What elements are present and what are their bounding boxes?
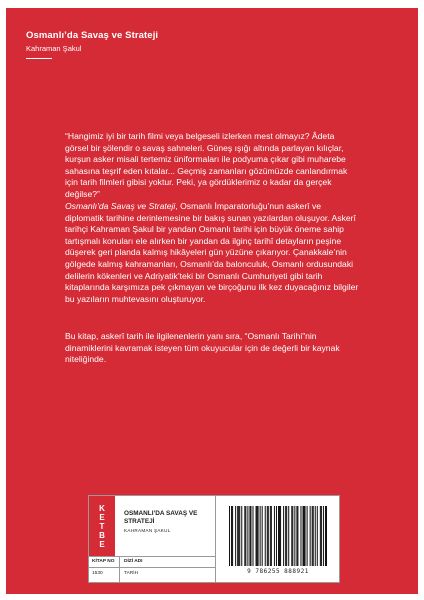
grid-divider xyxy=(89,567,215,568)
barcode-bar xyxy=(288,506,289,566)
barcode-bar xyxy=(256,506,257,566)
barcode-bar xyxy=(312,506,313,566)
barcode-bar xyxy=(260,506,261,566)
series-name-value: TARİH xyxy=(124,571,139,576)
barcode-bar xyxy=(321,506,322,566)
barcode-bar xyxy=(317,506,318,566)
title-divider xyxy=(26,58,52,59)
barcode-bar xyxy=(283,506,284,566)
barcode-bar xyxy=(294,506,295,566)
barcode-bar xyxy=(325,506,326,566)
logo-letter: E xyxy=(99,539,105,549)
barcode-bar xyxy=(247,506,248,566)
barcode-bar xyxy=(229,506,230,566)
barcode-bar xyxy=(313,506,314,566)
logo-letter: T xyxy=(99,521,105,531)
barcode-bar xyxy=(245,506,246,566)
barcode-bar xyxy=(323,506,324,566)
barcode-bar xyxy=(257,506,258,566)
blurb-quote: “Hangimiz iyi bir tarih filmi veya belgeseli izlerken mest olmayız? Âdeta görsel bir şölendir o savaş sahneleri. Güneş ışığı altında parlayan kılıçlar, kurşun asker misali tertemiz üniformaları ile podyuma çıkar gibi muharebe sahasına teşrif eden kıtalar... Geçmiş zamanları gözümüzde canlandırmak için tarih filmleri gibisi yoktur. Peki, ya gördüklerimiz o kadar da gerçek değilse?” xyxy=(65,131,348,199)
barcode-bar xyxy=(315,506,316,566)
logo-letter: K xyxy=(99,503,105,513)
inline-book-title: Osmanlı’da Savaş ve Strateji xyxy=(65,201,176,211)
barcode-bar xyxy=(237,506,238,566)
barcode-bar xyxy=(235,506,236,566)
barcode-bar xyxy=(267,506,268,566)
series-name-header: DİZİ ADI xyxy=(124,559,143,564)
barcode-bar xyxy=(279,506,280,566)
barcode-bar xyxy=(232,506,233,566)
barcode-bar xyxy=(274,506,275,566)
book-number-header: KİTAP NO xyxy=(92,559,115,564)
book-author: Kahraman Şakul xyxy=(26,44,82,53)
book-number-value: 1530 xyxy=(92,571,103,576)
barcode-bar xyxy=(304,506,305,566)
barcode-bar xyxy=(265,506,266,566)
barcode-image xyxy=(229,506,327,566)
barcode-bar xyxy=(297,506,298,566)
barcode-bar xyxy=(249,506,250,566)
barcode-bar xyxy=(231,506,232,566)
barcode-bar xyxy=(326,506,327,566)
barcode-bar xyxy=(280,506,281,566)
paragraph-1-text: , Osmanlı İmparatorluğu’nun askerî ve diplomatik tarihine derinlemesine bir bakış sunan yazılardan oluşuyor. Askerî tarihçi Kahraman Şakul bir yandan Osmanlı tarihi için büyük öneme sahip tartışmalı konuları ele alırken bir yandan da ilginç tarihî detayların peşine düşerek geri planda kalmış hikâyeleri gün yüzüne çıkarıyor. Çanakkale’nin gölgede kalmış kahramanları, Osmanlı’da balonculuk, Osmanlı ordusundaki delilerin kökenleri ve Adriyatik’teki bir Osmanlı Cumhuriyeti gibi tarih kitaplarında karşımıza pek çıkmayan ve birçoğunu ilk kez duyacağınız bilgiler bu yazıların muhtevasını oluşturuyor. xyxy=(65,201,359,304)
barcode-bar xyxy=(276,506,277,566)
barcode-bar xyxy=(258,506,259,566)
barcode-bar xyxy=(291,506,292,566)
barcode-bar xyxy=(320,506,321,566)
barcode-bar xyxy=(252,506,253,566)
barcode-bar xyxy=(278,506,279,566)
back-cover xyxy=(6,8,418,594)
barcode-bar xyxy=(244,506,245,566)
isbn-number: 9 786255 888921 xyxy=(247,568,309,575)
barcode-bar xyxy=(303,506,304,566)
barcode-bar xyxy=(310,506,311,566)
book-title: Osmanlı’da Savaş ve Strateji xyxy=(26,30,159,41)
blurb-paragraph-1 xyxy=(65,201,359,305)
barcode-bar xyxy=(300,506,301,566)
barcode-bar xyxy=(239,506,240,566)
barcode-bar xyxy=(307,506,308,566)
barcode-bar xyxy=(250,506,251,566)
barcode-bar xyxy=(292,506,293,566)
label-title: OSMANLI’DA SAVAŞ VE STRATEJİ xyxy=(124,510,198,525)
label-info-grid xyxy=(89,556,215,582)
label-author: KAHRAMAN ŞAKUL xyxy=(124,528,171,533)
publisher-logo xyxy=(89,496,115,556)
logo-letter: E xyxy=(99,512,105,522)
label-divider xyxy=(215,496,216,582)
barcode-bar xyxy=(296,506,297,566)
barcode-bar xyxy=(305,506,306,566)
barcode-bar xyxy=(286,506,287,566)
barcode-bar xyxy=(270,506,271,566)
blurb-paragraph-2: Bu kitap, askerî tarih ile ilgilenenlerin yanı sıra, “Osmanlı Tarihi”nin dinamiklerini kavramak isteyen tüm okuyucular için de değerli bir kaynak niteliğinde. xyxy=(65,331,340,365)
barcode-bar xyxy=(262,506,263,566)
barcode-bar xyxy=(241,506,242,566)
logo-letter: B xyxy=(99,530,105,540)
barcode-bar xyxy=(285,506,286,566)
barcode-bar xyxy=(268,506,269,566)
publisher-label xyxy=(88,495,340,583)
barcode-bar xyxy=(238,506,239,566)
barcode-bar xyxy=(271,506,272,566)
